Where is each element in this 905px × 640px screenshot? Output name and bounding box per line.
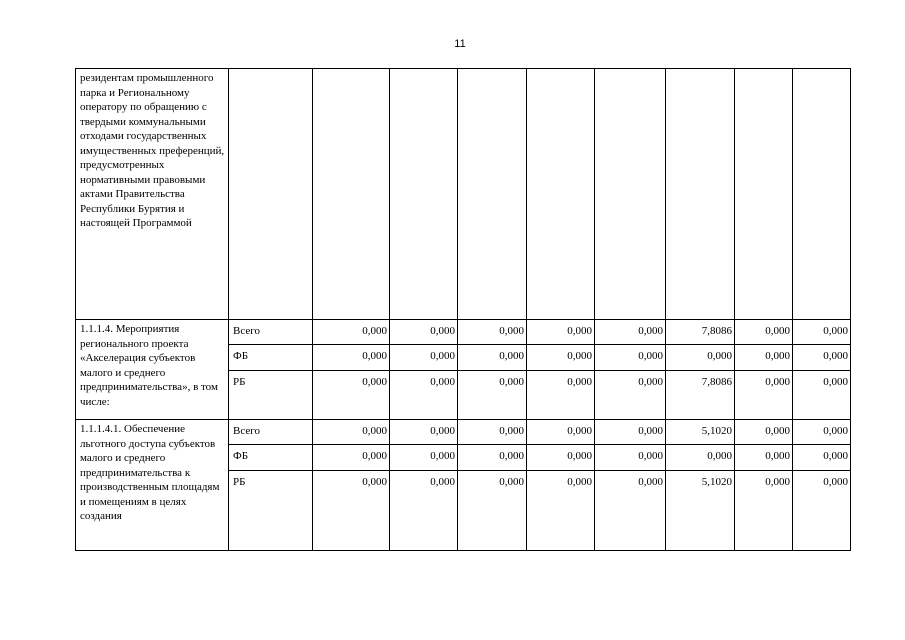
amount-cell: 0,000 [313,320,390,345]
activity-name-cell: 1.1.1.4. Мероприятия регионального проекта «Акселерация субъектов малого и среднего предпринимательства», в том числе: [76,320,229,420]
amount-cell: 0,000 [313,471,390,551]
amount-cell: 0,000 [458,471,527,551]
amount-cell: 0,000 [793,371,851,420]
amount-cell: 0,000 [390,471,458,551]
amount-cell: 0,000 [458,320,527,345]
amount-cell: 0,000 [666,345,735,371]
empty-cell [527,69,595,320]
funding-source-cell: Всего [229,320,313,345]
amount-cell: 0,000 [735,420,793,445]
amount-cell: 0,000 [313,445,390,471]
funding-source-cell: РБ [229,371,313,420]
amount-cell: 7,8086 [666,320,735,345]
funding-source-cell: РБ [229,471,313,551]
amount-cell: 0,000 [527,320,595,345]
amount-cell: 0,000 [735,445,793,471]
empty-cell [229,69,313,320]
amount-cell: 0,000 [595,345,666,371]
amount-cell: 0,000 [527,420,595,445]
activity-name-cell: 1.1.1.4.1. Обеспечение льготного доступа субъектов малого и среднего предпринимательства к производственным площадям и помещениям в целях создания [76,420,229,551]
funding-source-cell: ФБ [229,445,313,471]
empty-cell [313,69,390,320]
empty-cell [390,69,458,320]
amount-cell: 0,000 [793,471,851,551]
amount-cell: 0,000 [735,471,793,551]
amount-cell: 0,000 [666,445,735,471]
amount-cell: 0,000 [458,371,527,420]
amount-cell: 0,000 [735,371,793,420]
amount-cell: 0,000 [595,371,666,420]
amount-cell: 0,000 [735,345,793,371]
amount-cell: 0,000 [793,320,851,345]
empty-cell [735,69,793,320]
intro-row [76,69,851,320]
amount-cell: 0,000 [390,445,458,471]
empty-cell [666,69,735,320]
amount-cell: 0,000 [313,371,390,420]
amount-cell: 0,000 [313,420,390,445]
amount-cell: 0,000 [527,445,595,471]
amount-cell: 0,000 [390,345,458,371]
table-row [76,320,851,345]
amount-cell: 0,000 [735,320,793,345]
table-row [76,420,851,445]
amount-cell: 0,000 [458,445,527,471]
amount-cell: 0,000 [527,371,595,420]
empty-cell [595,69,666,320]
page-number: 11 [454,38,466,50]
amount-cell: 0,000 [458,345,527,371]
amount-cell: 0,000 [390,320,458,345]
budget-table [75,68,851,551]
amount-cell: 0,000 [313,345,390,371]
amount-cell: 5,1020 [666,420,735,445]
funding-source-cell: Всего [229,420,313,445]
empty-cell [458,69,527,320]
amount-cell: 0,000 [390,371,458,420]
amount-cell: 0,000 [595,445,666,471]
amount-cell: 7,8086 [666,371,735,420]
amount-cell: 0,000 [390,420,458,445]
amount-cell: 0,000 [793,420,851,445]
amount-cell: 0,000 [595,471,666,551]
amount-cell: 0,000 [527,345,595,371]
empty-cell [793,69,851,320]
amount-cell: 0,000 [458,420,527,445]
amount-cell: 0,000 [527,471,595,551]
amount-cell: 0,000 [595,320,666,345]
intro-name-cell: резидентам промышленного парка и Региональному оператору по обращению с твердыми коммунальными отходами государственных имущественных преференций, предусмотренных нормативными правовыми актами Правительства Республики Бурятия и настоящей Программой [76,69,229,320]
amount-cell: 5,1020 [666,471,735,551]
amount-cell: 0,000 [595,420,666,445]
amount-cell: 0,000 [793,345,851,371]
amount-cell: 0,000 [793,445,851,471]
funding-source-cell: ФБ [229,345,313,371]
